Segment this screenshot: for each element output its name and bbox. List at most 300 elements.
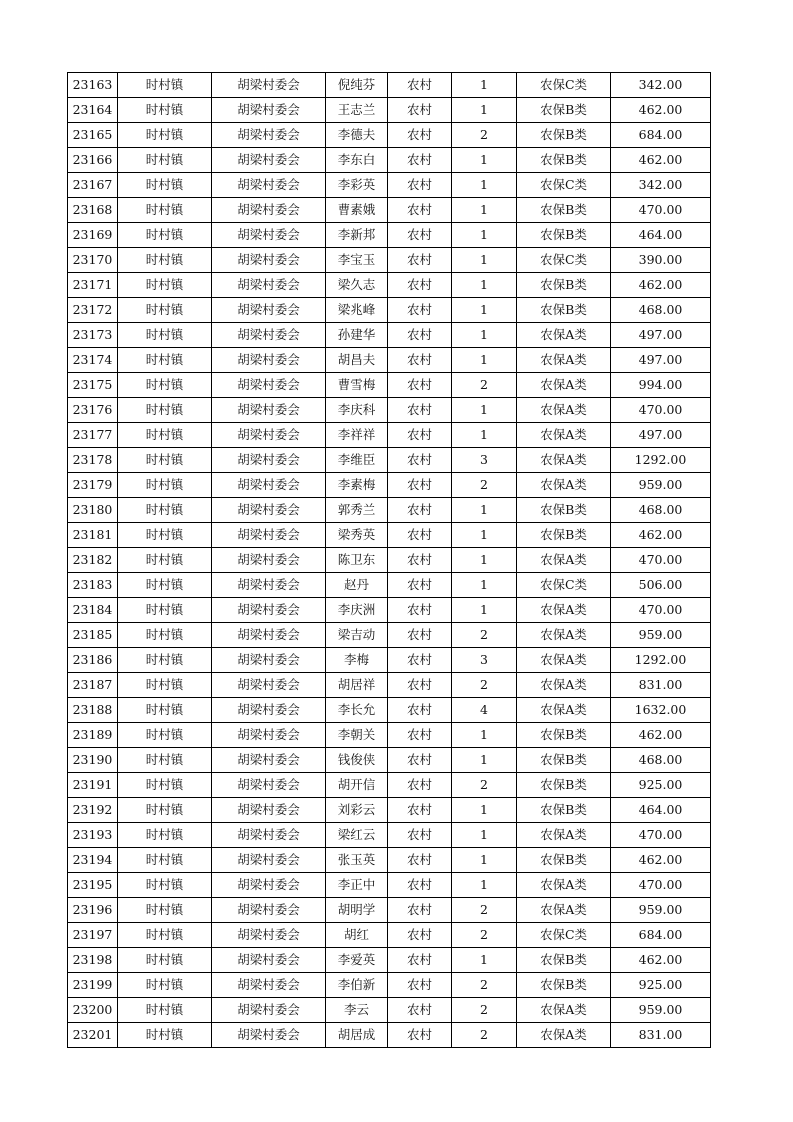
insurance-category-cell: 农保A类	[517, 1023, 611, 1048]
town-cell: 时村镇	[118, 473, 212, 498]
household-count-cell: 1	[452, 748, 517, 773]
table-row	[68, 998, 711, 1023]
amount-cell: 959.00	[611, 623, 711, 648]
insurance-category-cell: 农保B类	[517, 98, 611, 123]
insurance-category-cell: 农保B类	[517, 848, 611, 873]
amount-cell: 684.00	[611, 123, 711, 148]
village-committee-cell: 胡梁村委会	[212, 373, 326, 398]
insurance-category-cell: 农保B类	[517, 298, 611, 323]
town-cell: 时村镇	[118, 73, 212, 98]
town-cell: 时村镇	[118, 173, 212, 198]
household-count-cell: 2	[452, 998, 517, 1023]
village-committee-cell: 胡梁村委会	[212, 773, 326, 798]
amount-cell: 959.00	[611, 473, 711, 498]
town-cell: 时村镇	[118, 848, 212, 873]
insurance-category-cell: 农保B类	[517, 123, 611, 148]
insurance-category-cell: 农保B类	[517, 223, 611, 248]
area-type-cell: 农村	[388, 748, 452, 773]
town-cell: 时村镇	[118, 648, 212, 673]
serial-number-cell: 23178	[68, 448, 118, 473]
name-cell: 李朝关	[326, 723, 388, 748]
serial-number-cell: 23164	[68, 98, 118, 123]
village-committee-cell: 胡梁村委会	[212, 523, 326, 548]
table-row	[68, 198, 711, 223]
household-count-cell: 1	[452, 948, 517, 973]
amount-cell: 390.00	[611, 248, 711, 273]
insurance-category-cell: 农保A类	[517, 423, 611, 448]
serial-number-cell: 23187	[68, 673, 118, 698]
name-cell: 曹素娥	[326, 198, 388, 223]
village-committee-cell: 胡梁村委会	[212, 748, 326, 773]
household-count-cell: 1	[452, 798, 517, 823]
area-type-cell: 农村	[388, 673, 452, 698]
town-cell: 时村镇	[118, 148, 212, 173]
area-type-cell: 农村	[388, 273, 452, 298]
town-cell: 时村镇	[118, 598, 212, 623]
area-type-cell: 农村	[388, 948, 452, 973]
name-cell: 李庆科	[326, 398, 388, 423]
serial-number-cell: 23199	[68, 973, 118, 998]
town-cell: 时村镇	[118, 123, 212, 148]
village-committee-cell: 胡梁村委会	[212, 623, 326, 648]
household-count-cell: 2	[452, 923, 517, 948]
serial-number-cell: 23186	[68, 648, 118, 673]
area-type-cell: 农村	[388, 898, 452, 923]
insurance-category-cell: 农保A类	[517, 598, 611, 623]
insurance-category-cell: 农保A类	[517, 398, 611, 423]
village-committee-cell: 胡梁村委会	[212, 798, 326, 823]
village-committee-cell: 胡梁村委会	[212, 923, 326, 948]
area-type-cell: 农村	[388, 73, 452, 98]
town-cell: 时村镇	[118, 723, 212, 748]
table-row	[68, 648, 711, 673]
amount-cell: 470.00	[611, 598, 711, 623]
village-committee-cell: 胡梁村委会	[212, 98, 326, 123]
serial-number-cell: 23167	[68, 173, 118, 198]
serial-number-cell: 23188	[68, 698, 118, 723]
household-count-cell: 1	[452, 848, 517, 873]
area-type-cell: 农村	[388, 698, 452, 723]
area-type-cell: 农村	[388, 398, 452, 423]
area-type-cell: 农村	[388, 98, 452, 123]
household-count-cell: 4	[452, 698, 517, 723]
insurance-category-cell: 农保A类	[517, 698, 611, 723]
amount-cell: 462.00	[611, 148, 711, 173]
town-cell: 时村镇	[118, 923, 212, 948]
table-row	[68, 473, 711, 498]
amount-cell: 462.00	[611, 523, 711, 548]
village-committee-cell: 胡梁村委会	[212, 223, 326, 248]
village-committee-cell: 胡梁村委会	[212, 823, 326, 848]
table-row	[68, 423, 711, 448]
name-cell: 李祥祥	[326, 423, 388, 448]
table-row	[68, 598, 711, 623]
insurance-category-cell: 农保A类	[517, 348, 611, 373]
amount-cell: 831.00	[611, 673, 711, 698]
table-row	[68, 98, 711, 123]
table-row	[68, 923, 711, 948]
table-row	[68, 348, 711, 373]
insurance-category-cell: 农保A类	[517, 873, 611, 898]
insurance-category-cell: 农保B类	[517, 723, 611, 748]
area-type-cell: 农村	[388, 423, 452, 448]
amount-cell: 470.00	[611, 198, 711, 223]
amount-cell: 468.00	[611, 748, 711, 773]
household-count-cell: 2	[452, 473, 517, 498]
household-count-cell: 1	[452, 148, 517, 173]
table-row	[68, 573, 711, 598]
village-committee-cell: 胡梁村委会	[212, 173, 326, 198]
table-row	[68, 223, 711, 248]
table-row	[68, 623, 711, 648]
table-row	[68, 823, 711, 848]
insurance-category-cell: 农保A类	[517, 648, 611, 673]
town-cell: 时村镇	[118, 523, 212, 548]
town-cell: 时村镇	[118, 898, 212, 923]
village-committee-cell: 胡梁村委会	[212, 123, 326, 148]
insurance-category-cell: 农保A类	[517, 898, 611, 923]
household-count-cell: 3	[452, 448, 517, 473]
town-cell: 时村镇	[118, 373, 212, 398]
area-type-cell: 农村	[388, 573, 452, 598]
serial-number-cell: 23170	[68, 248, 118, 273]
amount-cell: 468.00	[611, 498, 711, 523]
area-type-cell: 农村	[388, 298, 452, 323]
area-type-cell: 农村	[388, 498, 452, 523]
village-committee-cell: 胡梁村委会	[212, 898, 326, 923]
insurance-category-cell: 农保C类	[517, 573, 611, 598]
insurance-category-cell: 农保B类	[517, 148, 611, 173]
name-cell: 郭秀兰	[326, 498, 388, 523]
town-cell: 时村镇	[118, 573, 212, 598]
household-count-cell: 1	[452, 498, 517, 523]
table-row	[68, 523, 711, 548]
area-type-cell: 农村	[388, 873, 452, 898]
serial-number-cell: 23171	[68, 273, 118, 298]
area-type-cell: 农村	[388, 848, 452, 873]
table-row	[68, 673, 711, 698]
household-count-cell: 1	[452, 248, 517, 273]
serial-number-cell: 23197	[68, 923, 118, 948]
name-cell: 刘彩云	[326, 798, 388, 823]
amount-cell: 684.00	[611, 923, 711, 948]
serial-number-cell: 23198	[68, 948, 118, 973]
serial-number-cell: 23179	[68, 473, 118, 498]
serial-number-cell: 23181	[68, 523, 118, 548]
serial-number-cell: 23169	[68, 223, 118, 248]
village-committee-cell: 胡梁村委会	[212, 498, 326, 523]
village-committee-cell: 胡梁村委会	[212, 273, 326, 298]
serial-number-cell: 23195	[68, 873, 118, 898]
serial-number-cell: 23173	[68, 323, 118, 348]
amount-cell: 497.00	[611, 423, 711, 448]
household-count-cell: 1	[452, 298, 517, 323]
amount-cell: 925.00	[611, 973, 711, 998]
village-committee-cell: 胡梁村委会	[212, 148, 326, 173]
table-row	[68, 148, 711, 173]
insurance-category-cell: 农保A类	[517, 323, 611, 348]
table-row	[68, 73, 711, 98]
amount-cell: 462.00	[611, 273, 711, 298]
serial-number-cell: 23182	[68, 548, 118, 573]
household-count-cell: 2	[452, 373, 517, 398]
village-committee-cell: 胡梁村委会	[212, 198, 326, 223]
amount-cell: 506.00	[611, 573, 711, 598]
amount-cell: 464.00	[611, 223, 711, 248]
name-cell: 李宝玉	[326, 248, 388, 273]
amount-cell: 994.00	[611, 373, 711, 398]
town-cell: 时村镇	[118, 948, 212, 973]
village-committee-cell: 胡梁村委会	[212, 473, 326, 498]
village-committee-cell: 胡梁村委会	[212, 298, 326, 323]
town-cell: 时村镇	[118, 698, 212, 723]
household-count-cell: 2	[452, 673, 517, 698]
area-type-cell: 农村	[388, 723, 452, 748]
insurance-category-cell: 农保B类	[517, 773, 611, 798]
table-row	[68, 723, 711, 748]
name-cell: 李伯新	[326, 973, 388, 998]
village-committee-cell: 胡梁村委会	[212, 948, 326, 973]
serial-number-cell: 23172	[68, 298, 118, 323]
household-count-cell: 3	[452, 648, 517, 673]
name-cell: 李新邦	[326, 223, 388, 248]
name-cell: 李维臣	[326, 448, 388, 473]
village-committee-cell: 胡梁村委会	[212, 448, 326, 473]
insurance-category-cell: 农保B类	[517, 273, 611, 298]
town-cell: 时村镇	[118, 998, 212, 1023]
insurance-category-cell: 农保B类	[517, 198, 611, 223]
amount-cell: 462.00	[611, 723, 711, 748]
table-row	[68, 873, 711, 898]
insurance-category-cell: 农保B类	[517, 798, 611, 823]
town-cell: 时村镇	[118, 348, 212, 373]
village-committee-cell: 胡梁村委会	[212, 973, 326, 998]
village-committee-cell: 胡梁村委会	[212, 573, 326, 598]
amount-cell: 464.00	[611, 798, 711, 823]
village-committee-cell: 胡梁村委会	[212, 598, 326, 623]
serial-number-cell: 23176	[68, 398, 118, 423]
serial-number-cell: 23183	[68, 573, 118, 598]
area-type-cell: 农村	[388, 448, 452, 473]
village-committee-cell: 胡梁村委会	[212, 648, 326, 673]
table-row	[68, 973, 711, 998]
area-type-cell: 农村	[388, 473, 452, 498]
table-row	[68, 798, 711, 823]
town-cell: 时村镇	[118, 248, 212, 273]
household-count-cell: 1	[452, 598, 517, 623]
area-type-cell: 农村	[388, 548, 452, 573]
village-committee-cell: 胡梁村委会	[212, 698, 326, 723]
insurance-category-cell: 农保C类	[517, 923, 611, 948]
town-cell: 时村镇	[118, 773, 212, 798]
name-cell: 梁秀英	[326, 523, 388, 548]
town-cell: 时村镇	[118, 98, 212, 123]
household-count-cell: 1	[452, 323, 517, 348]
serial-number-cell: 23191	[68, 773, 118, 798]
area-type-cell: 农村	[388, 648, 452, 673]
data-table	[67, 72, 711, 1048]
table-row	[68, 698, 711, 723]
area-type-cell: 农村	[388, 523, 452, 548]
village-committee-cell: 胡梁村委会	[212, 873, 326, 898]
area-type-cell: 农村	[388, 348, 452, 373]
table-row	[68, 273, 711, 298]
amount-cell: 470.00	[611, 548, 711, 573]
town-cell: 时村镇	[118, 423, 212, 448]
household-count-cell: 1	[452, 223, 517, 248]
table-row	[68, 323, 711, 348]
serial-number-cell: 23184	[68, 598, 118, 623]
serial-number-cell: 23190	[68, 748, 118, 773]
serial-number-cell: 23192	[68, 798, 118, 823]
area-type-cell: 农村	[388, 773, 452, 798]
town-cell: 时村镇	[118, 973, 212, 998]
insurance-category-cell: 农保A类	[517, 373, 611, 398]
insurance-category-cell: 农保B类	[517, 948, 611, 973]
village-committee-cell: 胡梁村委会	[212, 673, 326, 698]
amount-cell: 497.00	[611, 323, 711, 348]
insurance-category-cell: 农保A类	[517, 823, 611, 848]
serial-number-cell: 23180	[68, 498, 118, 523]
table-row	[68, 498, 711, 523]
amount-cell: 470.00	[611, 398, 711, 423]
amount-cell: 462.00	[611, 948, 711, 973]
serial-number-cell: 23166	[68, 148, 118, 173]
area-type-cell: 农村	[388, 998, 452, 1023]
village-committee-cell: 胡梁村委会	[212, 398, 326, 423]
name-cell: 钱俊侠	[326, 748, 388, 773]
town-cell: 时村镇	[118, 273, 212, 298]
name-cell: 梁吉动	[326, 623, 388, 648]
household-count-cell: 2	[452, 773, 517, 798]
amount-cell: 1632.00	[611, 698, 711, 723]
serial-number-cell: 23189	[68, 723, 118, 748]
household-count-cell: 1	[452, 98, 517, 123]
amount-cell: 342.00	[611, 173, 711, 198]
amount-cell: 468.00	[611, 298, 711, 323]
amount-cell: 462.00	[611, 848, 711, 873]
insurance-category-cell: 农保C类	[517, 248, 611, 273]
name-cell: 胡开信	[326, 773, 388, 798]
amount-cell: 831.00	[611, 1023, 711, 1048]
area-type-cell: 农村	[388, 323, 452, 348]
table-row	[68, 448, 711, 473]
table-row	[68, 1023, 711, 1048]
table-row	[68, 373, 711, 398]
household-count-cell: 1	[452, 873, 517, 898]
table-row	[68, 123, 711, 148]
town-cell: 时村镇	[118, 873, 212, 898]
household-count-cell: 1	[452, 198, 517, 223]
serial-number-cell: 23196	[68, 898, 118, 923]
village-committee-cell: 胡梁村委会	[212, 323, 326, 348]
town-cell: 时村镇	[118, 198, 212, 223]
table-row	[68, 548, 711, 573]
serial-number-cell: 23165	[68, 123, 118, 148]
table-row	[68, 898, 711, 923]
serial-number-cell: 23185	[68, 623, 118, 648]
name-cell: 李庆洲	[326, 598, 388, 623]
name-cell: 胡昌夫	[326, 348, 388, 373]
village-committee-cell: 胡梁村委会	[212, 348, 326, 373]
area-type-cell: 农村	[388, 198, 452, 223]
household-count-cell: 2	[452, 623, 517, 648]
serial-number-cell: 23175	[68, 373, 118, 398]
serial-number-cell: 23174	[68, 348, 118, 373]
insurance-category-cell: 农保A类	[517, 998, 611, 1023]
insurance-category-cell: 农保B类	[517, 498, 611, 523]
household-count-cell: 1	[452, 73, 517, 98]
table-body	[68, 73, 711, 1048]
name-cell: 李云	[326, 998, 388, 1023]
household-count-cell: 1	[452, 173, 517, 198]
insurance-category-cell: 农保A类	[517, 673, 611, 698]
name-cell: 胡居祥	[326, 673, 388, 698]
name-cell: 陈卫东	[326, 548, 388, 573]
household-count-cell: 1	[452, 823, 517, 848]
name-cell: 赵丹	[326, 573, 388, 598]
name-cell: 李正中	[326, 873, 388, 898]
area-type-cell: 农村	[388, 973, 452, 998]
area-type-cell: 农村	[388, 823, 452, 848]
serial-number-cell: 23163	[68, 73, 118, 98]
area-type-cell: 农村	[388, 598, 452, 623]
household-count-cell: 1	[452, 423, 517, 448]
household-count-cell: 1	[452, 523, 517, 548]
area-type-cell: 农村	[388, 373, 452, 398]
village-committee-cell: 胡梁村委会	[212, 423, 326, 448]
village-committee-cell: 胡梁村委会	[212, 248, 326, 273]
insurance-category-cell: 农保A类	[517, 448, 611, 473]
household-count-cell: 1	[452, 548, 517, 573]
serial-number-cell: 23177	[68, 423, 118, 448]
name-cell: 李长允	[326, 698, 388, 723]
town-cell: 时村镇	[118, 548, 212, 573]
amount-cell: 925.00	[611, 773, 711, 798]
table-row	[68, 398, 711, 423]
name-cell: 梁久志	[326, 273, 388, 298]
household-count-cell: 2	[452, 973, 517, 998]
amount-cell: 497.00	[611, 348, 711, 373]
amount-cell: 470.00	[611, 823, 711, 848]
area-type-cell: 农村	[388, 623, 452, 648]
insurance-category-cell: 农保B类	[517, 748, 611, 773]
village-committee-cell: 胡梁村委会	[212, 723, 326, 748]
table-row	[68, 848, 711, 873]
household-count-cell: 2	[452, 1023, 517, 1048]
town-cell: 时村镇	[118, 498, 212, 523]
town-cell: 时村镇	[118, 748, 212, 773]
household-count-cell: 2	[452, 898, 517, 923]
area-type-cell: 农村	[388, 1023, 452, 1048]
amount-cell: 462.00	[611, 98, 711, 123]
village-committee-cell: 胡梁村委会	[212, 998, 326, 1023]
name-cell: 李梅	[326, 648, 388, 673]
insurance-category-cell: 农保B类	[517, 973, 611, 998]
table-row	[68, 773, 711, 798]
serial-number-cell: 23193	[68, 823, 118, 848]
table-row	[68, 298, 711, 323]
town-cell: 时村镇	[118, 823, 212, 848]
name-cell: 李东白	[326, 148, 388, 173]
serial-number-cell: 23168	[68, 198, 118, 223]
household-count-cell: 1	[452, 573, 517, 598]
insurance-category-cell: 农保B类	[517, 523, 611, 548]
town-cell: 时村镇	[118, 323, 212, 348]
table-row	[68, 173, 711, 198]
amount-cell: 1292.00	[611, 448, 711, 473]
area-type-cell: 农村	[388, 798, 452, 823]
